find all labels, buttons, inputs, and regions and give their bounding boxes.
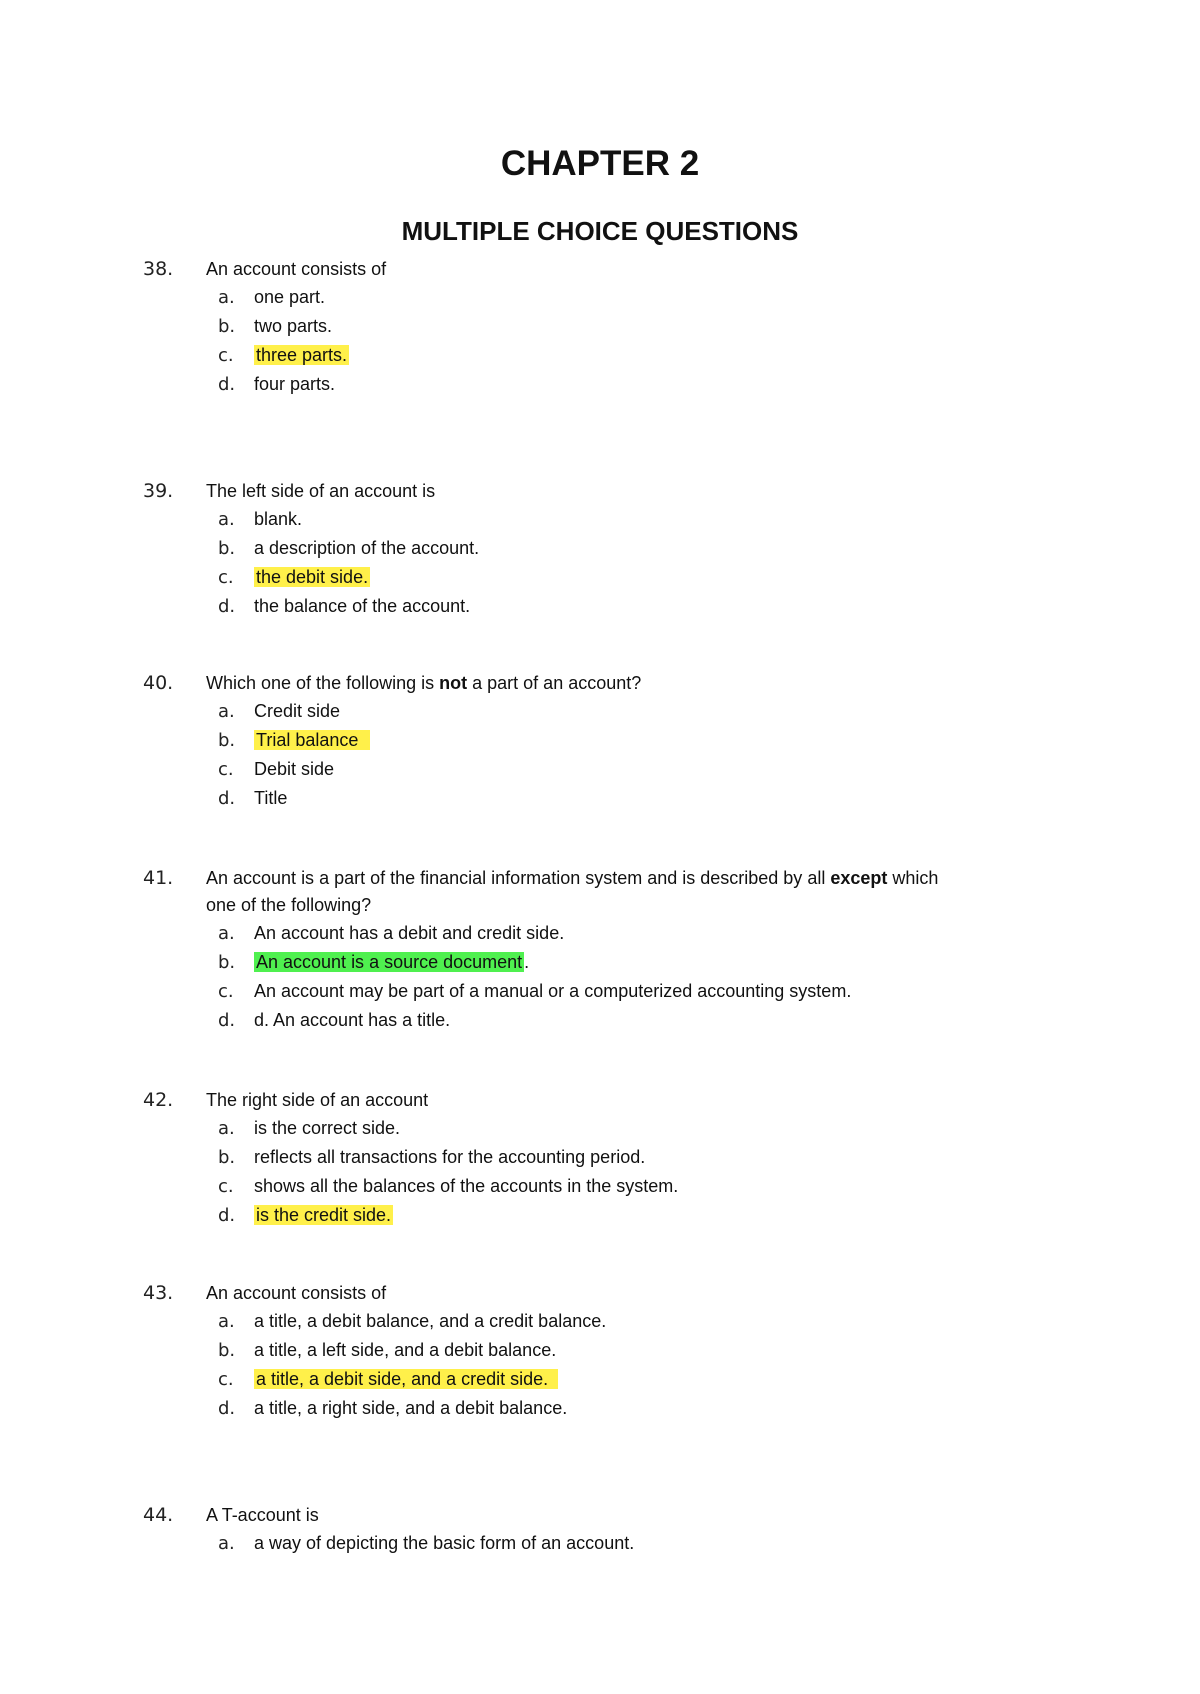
option-letter: d.: [218, 1398, 236, 1419]
question-number: 44.: [143, 1504, 174, 1526]
question-text: The left side of an account is: [206, 481, 436, 501]
question-43: [0, 1280, 1200, 1423]
option-letter: b.: [218, 1340, 236, 1361]
option-text: a title, a right side, and a debit balance.: [254, 1398, 568, 1418]
highlighted-answer: is the credit side.: [256, 1205, 392, 1225]
option-text-wrap: [254, 563, 370, 592]
option-a: [0, 1114, 1200, 1143]
option-text: reflects all transactions for the accounting period.: [254, 1147, 646, 1167]
option-text: blank.: [254, 509, 303, 529]
option-text: the balance of the account.: [254, 596, 471, 616]
option-letter: c.: [218, 759, 234, 780]
option-b: [0, 726, 1200, 755]
option-text: a title, a left side, and a debit balance.: [254, 1340, 557, 1360]
option-letter: d.: [218, 1205, 236, 1226]
option-letter: b.: [218, 952, 236, 973]
option-letter: a.: [218, 1533, 235, 1554]
option-b: [0, 948, 1200, 977]
option-text: a description of the account.: [254, 538, 480, 558]
option-c: [0, 341, 1200, 370]
question-text-before: Which one of the following is: [206, 673, 435, 693]
option-text-wrap: [254, 948, 529, 977]
option-letter: b.: [218, 538, 236, 559]
question-number: 39.: [143, 480, 174, 502]
option-a: [0, 505, 1200, 534]
option-letter: a.: [218, 287, 235, 308]
question-39: [0, 478, 1200, 621]
question-text-before: An account is a part of the financial information system and is described by all: [206, 868, 826, 888]
question-text: [206, 865, 1066, 892]
option-letter: c.: [218, 345, 234, 366]
option-c: [0, 755, 1200, 784]
question-text-after: which: [892, 868, 939, 888]
question-number: 43.: [143, 1282, 174, 1304]
option-text: An account may be part of a manual or a computerized accounting system.: [254, 981, 852, 1001]
option-letter: b.: [218, 730, 236, 751]
option-letter: c.: [218, 1369, 234, 1390]
question-42: [0, 1087, 1200, 1230]
option-text: one part.: [254, 287, 326, 307]
option-b: [0, 1143, 1200, 1172]
option-letter: a.: [218, 1118, 235, 1139]
option-letter: c.: [218, 981, 234, 1002]
question-text: An account consists of: [206, 259, 387, 279]
option-text: An account has a debit and credit side.: [254, 923, 565, 943]
option-text: shows all the balances of the accounts in the system.: [254, 1176, 679, 1196]
section-title: MULTIPLE CHOICE QUESTIONS: [401, 216, 799, 246]
question-40: [0, 670, 1200, 813]
option-letter: c.: [218, 1176, 234, 1197]
question-38: [0, 256, 1200, 399]
option-text: four parts.: [254, 374, 336, 394]
option-letter: a.: [218, 923, 235, 944]
option-d: [0, 592, 1200, 621]
option-d: [0, 784, 1200, 813]
option-text-wrap: [254, 1201, 393, 1230]
option-c: [0, 1365, 1200, 1394]
highlighted-answer: three parts.: [256, 345, 348, 365]
option-letter: d.: [218, 788, 236, 809]
question-text: An account consists of: [206, 1283, 387, 1303]
option-a: [0, 283, 1200, 312]
highlighted-answer: the debit side.: [256, 567, 369, 587]
option-letter: b.: [218, 1147, 236, 1168]
option-a: [0, 1529, 1200, 1558]
option-a: [0, 697, 1200, 726]
option-text-wrap: [254, 726, 370, 755]
question-41: [0, 865, 1200, 1035]
question-number: 42.: [143, 1089, 174, 1111]
option-text: Title: [254, 788, 288, 808]
option-text: two parts.: [254, 316, 333, 336]
highlighted-answer: a title, a debit side, and a credit side.: [254, 1369, 558, 1389]
option-d: [0, 1006, 1200, 1035]
option-c: [0, 563, 1200, 592]
option-letter: a.: [218, 701, 235, 722]
option-text: is the correct side.: [254, 1118, 401, 1138]
chapter-title: CHAPTER 2: [500, 144, 700, 183]
option-text-wrap: [254, 341, 349, 370]
option-b: [0, 1336, 1200, 1365]
option-d: [0, 1394, 1200, 1423]
option-text: a title, a debit balance, and a credit balance.: [254, 1311, 607, 1331]
option-text: Credit side: [254, 701, 341, 721]
option-letter: d.: [218, 1010, 236, 1031]
option-d: [0, 1201, 1200, 1230]
option-text: Debit side: [254, 759, 335, 779]
option-letter: d.: [218, 596, 236, 617]
option-c: [0, 1172, 1200, 1201]
option-text-rest: .: [524, 952, 530, 972]
option-a: [0, 919, 1200, 948]
question-text: [206, 670, 1066, 697]
question-text-line2: one of the following?: [206, 895, 372, 915]
option-text-wrap: [254, 1365, 558, 1394]
option-b: [0, 312, 1200, 341]
highlighted-answer: An account is a source document: [256, 952, 523, 972]
option-b: [0, 534, 1200, 563]
question-text: The right side of an account: [206, 1090, 429, 1110]
option-a: [0, 1307, 1200, 1336]
option-d: [0, 370, 1200, 399]
question-text-emphasis: not: [439, 673, 468, 693]
option-letter: d.: [218, 374, 236, 395]
question-number: 38.: [143, 258, 174, 280]
question-number: 40.: [143, 672, 174, 694]
question-44: [0, 1502, 1200, 1558]
option-letter: a.: [218, 1311, 235, 1332]
question-number: 41.: [143, 867, 174, 889]
option-letter: b.: [218, 316, 236, 337]
option-letter: c.: [218, 567, 234, 588]
option-letter: a.: [218, 509, 235, 530]
option-text: a way of depicting the basic form of an account.: [254, 1533, 635, 1553]
option-text: d. An account has a title.: [254, 1010, 451, 1030]
question-text: A T-account is: [206, 1505, 319, 1525]
question-text-after: a part of an account?: [472, 673, 642, 693]
option-c: [0, 977, 1200, 1006]
question-text-emphasis: except: [830, 868, 888, 888]
highlighted-answer: Trial balance: [254, 730, 370, 750]
